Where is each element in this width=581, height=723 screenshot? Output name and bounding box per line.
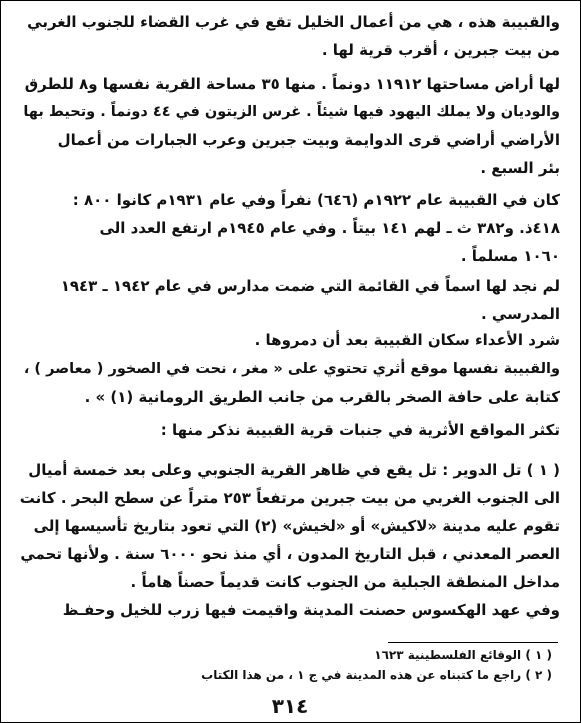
text-line: العصر المعدني ، قبل التاريخ المدون ، أي منذ نحو ٦٠٠٠ سنة . ولأنها تحمي [20,545,560,563]
footnote: ( ٢ ) راجع ما كتبناه عن هذه المدينة في ج ١ ، من هذا الكتاب [201,668,552,682]
text-line: الى الجنوب الغربي من بيت جبرين مرتفعاً ٢٥٣ متراً عن سطح البحر . كانت [19,489,560,507]
paragraph [14,456,560,596]
text-line: لم نجد لها اسماً في القائمة التي ضمت مدارس في عام ١٩٤٢ ـ ١٩٤٣ [60,277,560,295]
paragraph [14,355,560,411]
text-line: بئر السبع . [480,159,560,177]
footnote-divider [388,642,558,643]
text-line: والقبيبة هذه ، هي من أعمال الخليل تقع في غرب القضاء للجنوب الغربي [27,13,560,31]
text-line: ٤١٨ذ. و٣٨٢ ث ـ لهم ١٤١ بيتاً . وفي عام ١٩٤٥م ارتفع العدد الى [99,219,560,237]
text-line: لها أراض مساحتها ١١٩١٢ دونماً . منها ٣٥ مساحة القرية نفسها و٨ للطرق [24,75,560,93]
text-line: الأراضي أراضي قرى الدوايمة وبيت جبرين وعرب الجبارات من أعمال [57,131,560,149]
text-line: تكثر المواقع الأثرية في جنبات قرية القبيبة نذكر منها : [160,421,560,439]
text-line: كتابة على حافة الصخر بالقرب من جانب الطريق الرومانية (١) » . [84,388,560,406]
paragraph [14,326,560,354]
paragraph [14,272,560,328]
paragraph [14,186,560,270]
paragraph [14,596,560,624]
text-line: المدرسي . [481,305,560,323]
paragraph [14,8,560,64]
page-number: ٣١٤ [271,694,309,718]
text-line: كان في القبيبة عام ١٩٢٢م (٦٤٦) نفراً وفي عام ١٩٣١م كانوا ٨٠٠ : [72,191,560,209]
document-page [14,4,566,718]
text-line: تقوم عليه مدينة «لاكيش» أو «لخيش» (٢) التي تعود بتاريخ تأسيسها إلى [33,517,560,535]
text-line: والوديان ولا يملك اليهود فيها شيئاً . غرس الزيتون في ٤٤ دونماً . وتحيط بها [23,104,560,120]
paragraph [14,416,560,444]
paragraph [14,70,560,182]
footnote: ( ١ ) الوقائع الفلسطينية ١٦٢٣ [374,648,552,662]
text-line: مداخل المنطقة الجبلية من الجنوب كانت قديماً حصناً هاماً . [130,573,560,591]
text-line: والقبيبة نفسها موقع أثري تحتوي على « مغر ، نحت في الصخور ( معاصر ) ، [23,361,560,377]
text-line: ( ١ ) تل الدوير : تل يقع في ظاهر القرية الجنوبي وعلى بعد خمسة أميال [28,461,560,479]
text-line: وفي عهد الهكسوس حصنت المدينة واقيمت فيها زرب للخيل وحفـظ [62,601,560,619]
text-line: ١٠٦٠ مسلماً . [460,247,560,265]
text-line: من بيت جبرين ، أقرب قرية لها . [321,41,560,59]
text-line: شرد الأعداء سكان القبيبة بعد أن دمروها . [254,331,560,349]
